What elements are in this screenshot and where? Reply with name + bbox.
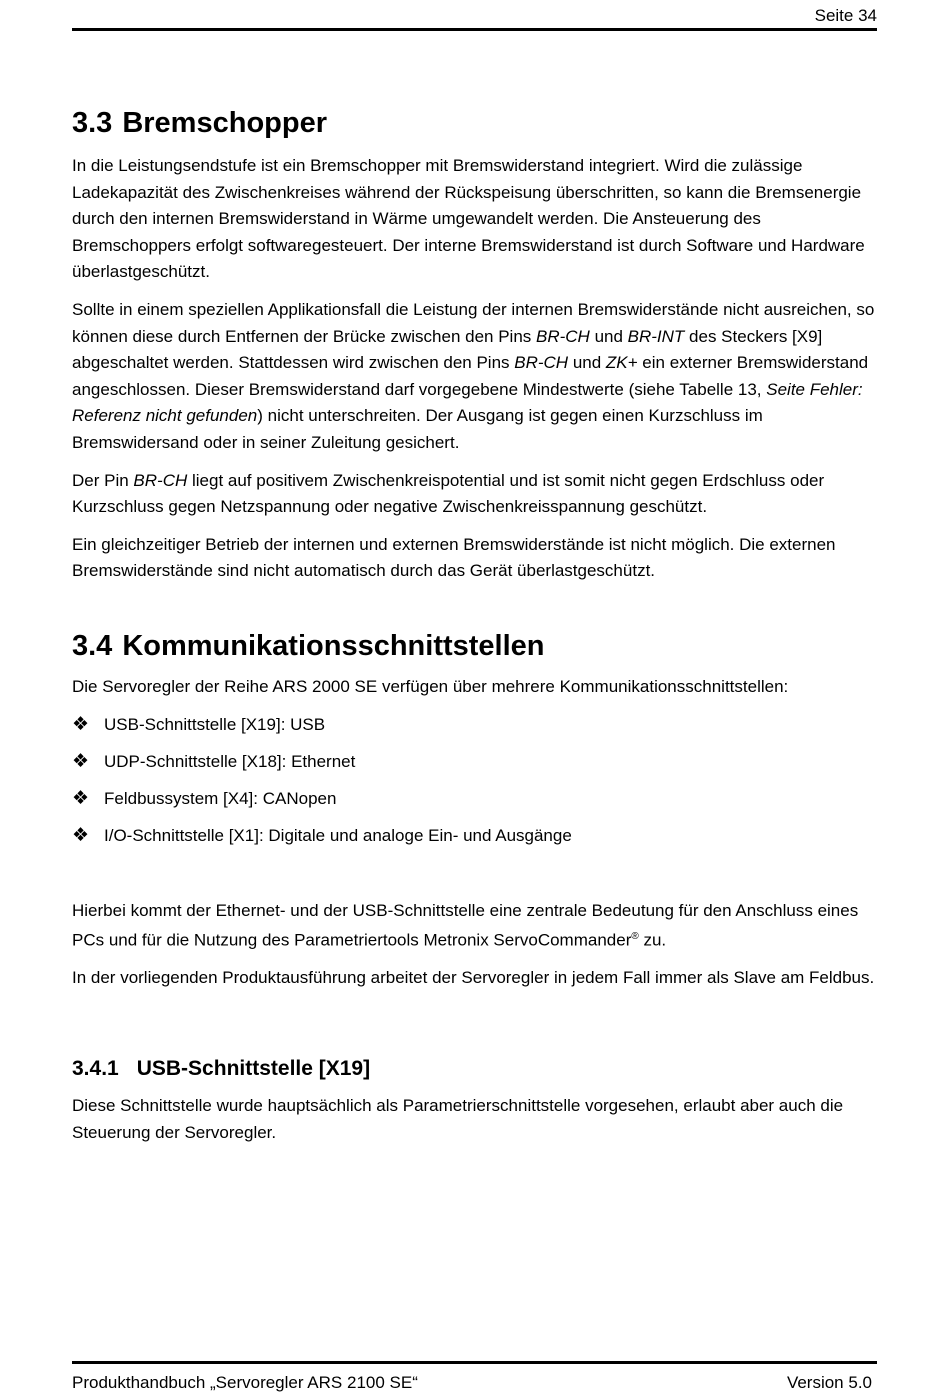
section-number: 3.4 xyxy=(72,629,113,662)
paragraph-interfaces-intro: Die Servoregler der Reihe ARS 2000 SE verfügen über mehrere Kommunikationsschnittstellen: xyxy=(72,676,789,696)
list-item-text: UDP-Schnittstelle [X18]: Ethernet xyxy=(104,751,356,771)
text-run: zu. xyxy=(638,930,667,950)
paragraph-external-resistor xyxy=(72,297,877,457)
text-run: und xyxy=(589,326,628,346)
pin-label: BR-INT xyxy=(627,326,685,346)
footer-document-title: Produkthandbuch „Servoregler ARS 2100 SE“ xyxy=(72,1373,418,1392)
list-item-text: USB-Schnittstelle [X19]: USB xyxy=(104,714,326,734)
diamond-bullet-icon: ❖ xyxy=(72,750,90,772)
text-run: liegt auf positivem Zwischenkreispotential und ist somit nicht gegen Erdschluss oder Kurzschluss gegen Netzspannung oder negative Zwischenkreisspannung geschützt. xyxy=(72,470,825,517)
section-title: Bremschopper xyxy=(122,107,327,139)
list-item xyxy=(72,749,877,775)
section-3-3-heading xyxy=(72,104,877,142)
section-3-4-1-heading xyxy=(72,1054,877,1084)
text-run: ein externer Bremswiderstand angeschlossen. Dieser Bremswiderstand darf vorgegebene Mindestwerte (siehe Tabelle 13, xyxy=(72,353,869,399)
registered-mark: ® xyxy=(631,931,639,943)
text-run: Der Pin xyxy=(72,470,134,490)
list-item xyxy=(72,786,877,812)
footer-version: Version 5.0 xyxy=(786,1373,872,1392)
pin-label: BR-CH xyxy=(536,326,590,346)
list-item-text: Feldbussystem [X4]: CANopen xyxy=(104,788,337,808)
section-title: USB-Schnittstelle [X19] xyxy=(136,1056,371,1080)
paragraph-usb-interface: Diese Schnittstelle wurde hauptsächlich als Parametrierschnittstelle vorgesehen, erlaubt aber auch die Steuerung der Servoregler. xyxy=(72,1095,844,1142)
footer-rule xyxy=(72,1361,877,1364)
cross-reference: Seite Fehler: Referenz nicht gefunden xyxy=(72,379,863,426)
text-run: Sollte in einem speziellen Applikationsfall die Leistung der internen Bremswiderstände nicht ausreichen, so können diese durch Entfernen der Brücke zwischen den Pins xyxy=(72,299,875,346)
paragraph-bremschopper-intro: In die Leistungsendstufe ist ein Bremschopper mit Bremswiderstand integriert. Wird die zulässige Ladekapazität des Zwischenkreises während der Rückspeisung überschritten, so kann die Bremsenergie durch den internen Bremswiderstand in Wärme umgewandelt werden. Die Ansteuerung des Bremschoppers erfolgt softwaregesteuert. Der interne Bremswiderstand ist durch Software und Hardware überlastgeschützt. xyxy=(72,156,865,282)
paragraph-slave-feldbus: In der vorliegenden Produktausführung arbeitet der Servoregler in jedem Fall immer als Slave am Feldbus. xyxy=(72,968,875,988)
pin-label: ZK+ xyxy=(605,353,638,373)
text-run: ) nicht unterschreiten. Der Ausgang ist gegen einen Kurzschluss im Bremswidersand oder in seiner Zuleitung gesichert. xyxy=(72,406,763,452)
diamond-bullet-icon: ❖ xyxy=(72,824,90,846)
paragraph-ethernet-usb xyxy=(72,898,877,955)
text-run: Hierbei kommt der Ethernet- und der USB-Schnittstelle eine zentrale Bedeutung für den Anschluss eines PCs und für die Nutzung des Parametriertools Metronix ServoCommander xyxy=(72,900,859,950)
pin-label: BR-CH xyxy=(514,353,569,373)
text-run: des Steckers [X9] abgeschaltet werden. Stattdessen wird zwischen den Pins xyxy=(72,326,823,373)
paragraph-simultaneous-operation: Ein gleichzeitiger Betrieb der internen und externen Bremswiderstände ist nicht möglich. Die externen Bremswiderstände sind nicht automatisch durch das Gerät überlastgeschützt. xyxy=(72,534,836,581)
paragraph-pin-brch xyxy=(72,468,877,521)
section-number: 3.4.1 xyxy=(72,1056,119,1080)
page-content xyxy=(72,104,877,1157)
diamond-bullet-icon: ❖ xyxy=(72,787,90,809)
text-run: und xyxy=(568,353,606,373)
page-number: Seite 34 xyxy=(814,6,877,25)
section-number: 3.3 xyxy=(72,107,113,139)
diamond-bullet-icon: ❖ xyxy=(72,713,90,735)
list-item xyxy=(72,712,877,738)
list-item xyxy=(72,823,877,849)
header-rule xyxy=(72,28,877,31)
section-title: Kommunikationsschnittstellen xyxy=(122,629,545,662)
section-3-4-heading xyxy=(72,627,877,665)
interface-list xyxy=(72,712,877,849)
pin-label: BR-CH xyxy=(133,470,188,490)
list-item-text: I/O-Schnittstelle [X1]: Digitale und analoge Ein- und Ausgänge xyxy=(104,825,572,845)
